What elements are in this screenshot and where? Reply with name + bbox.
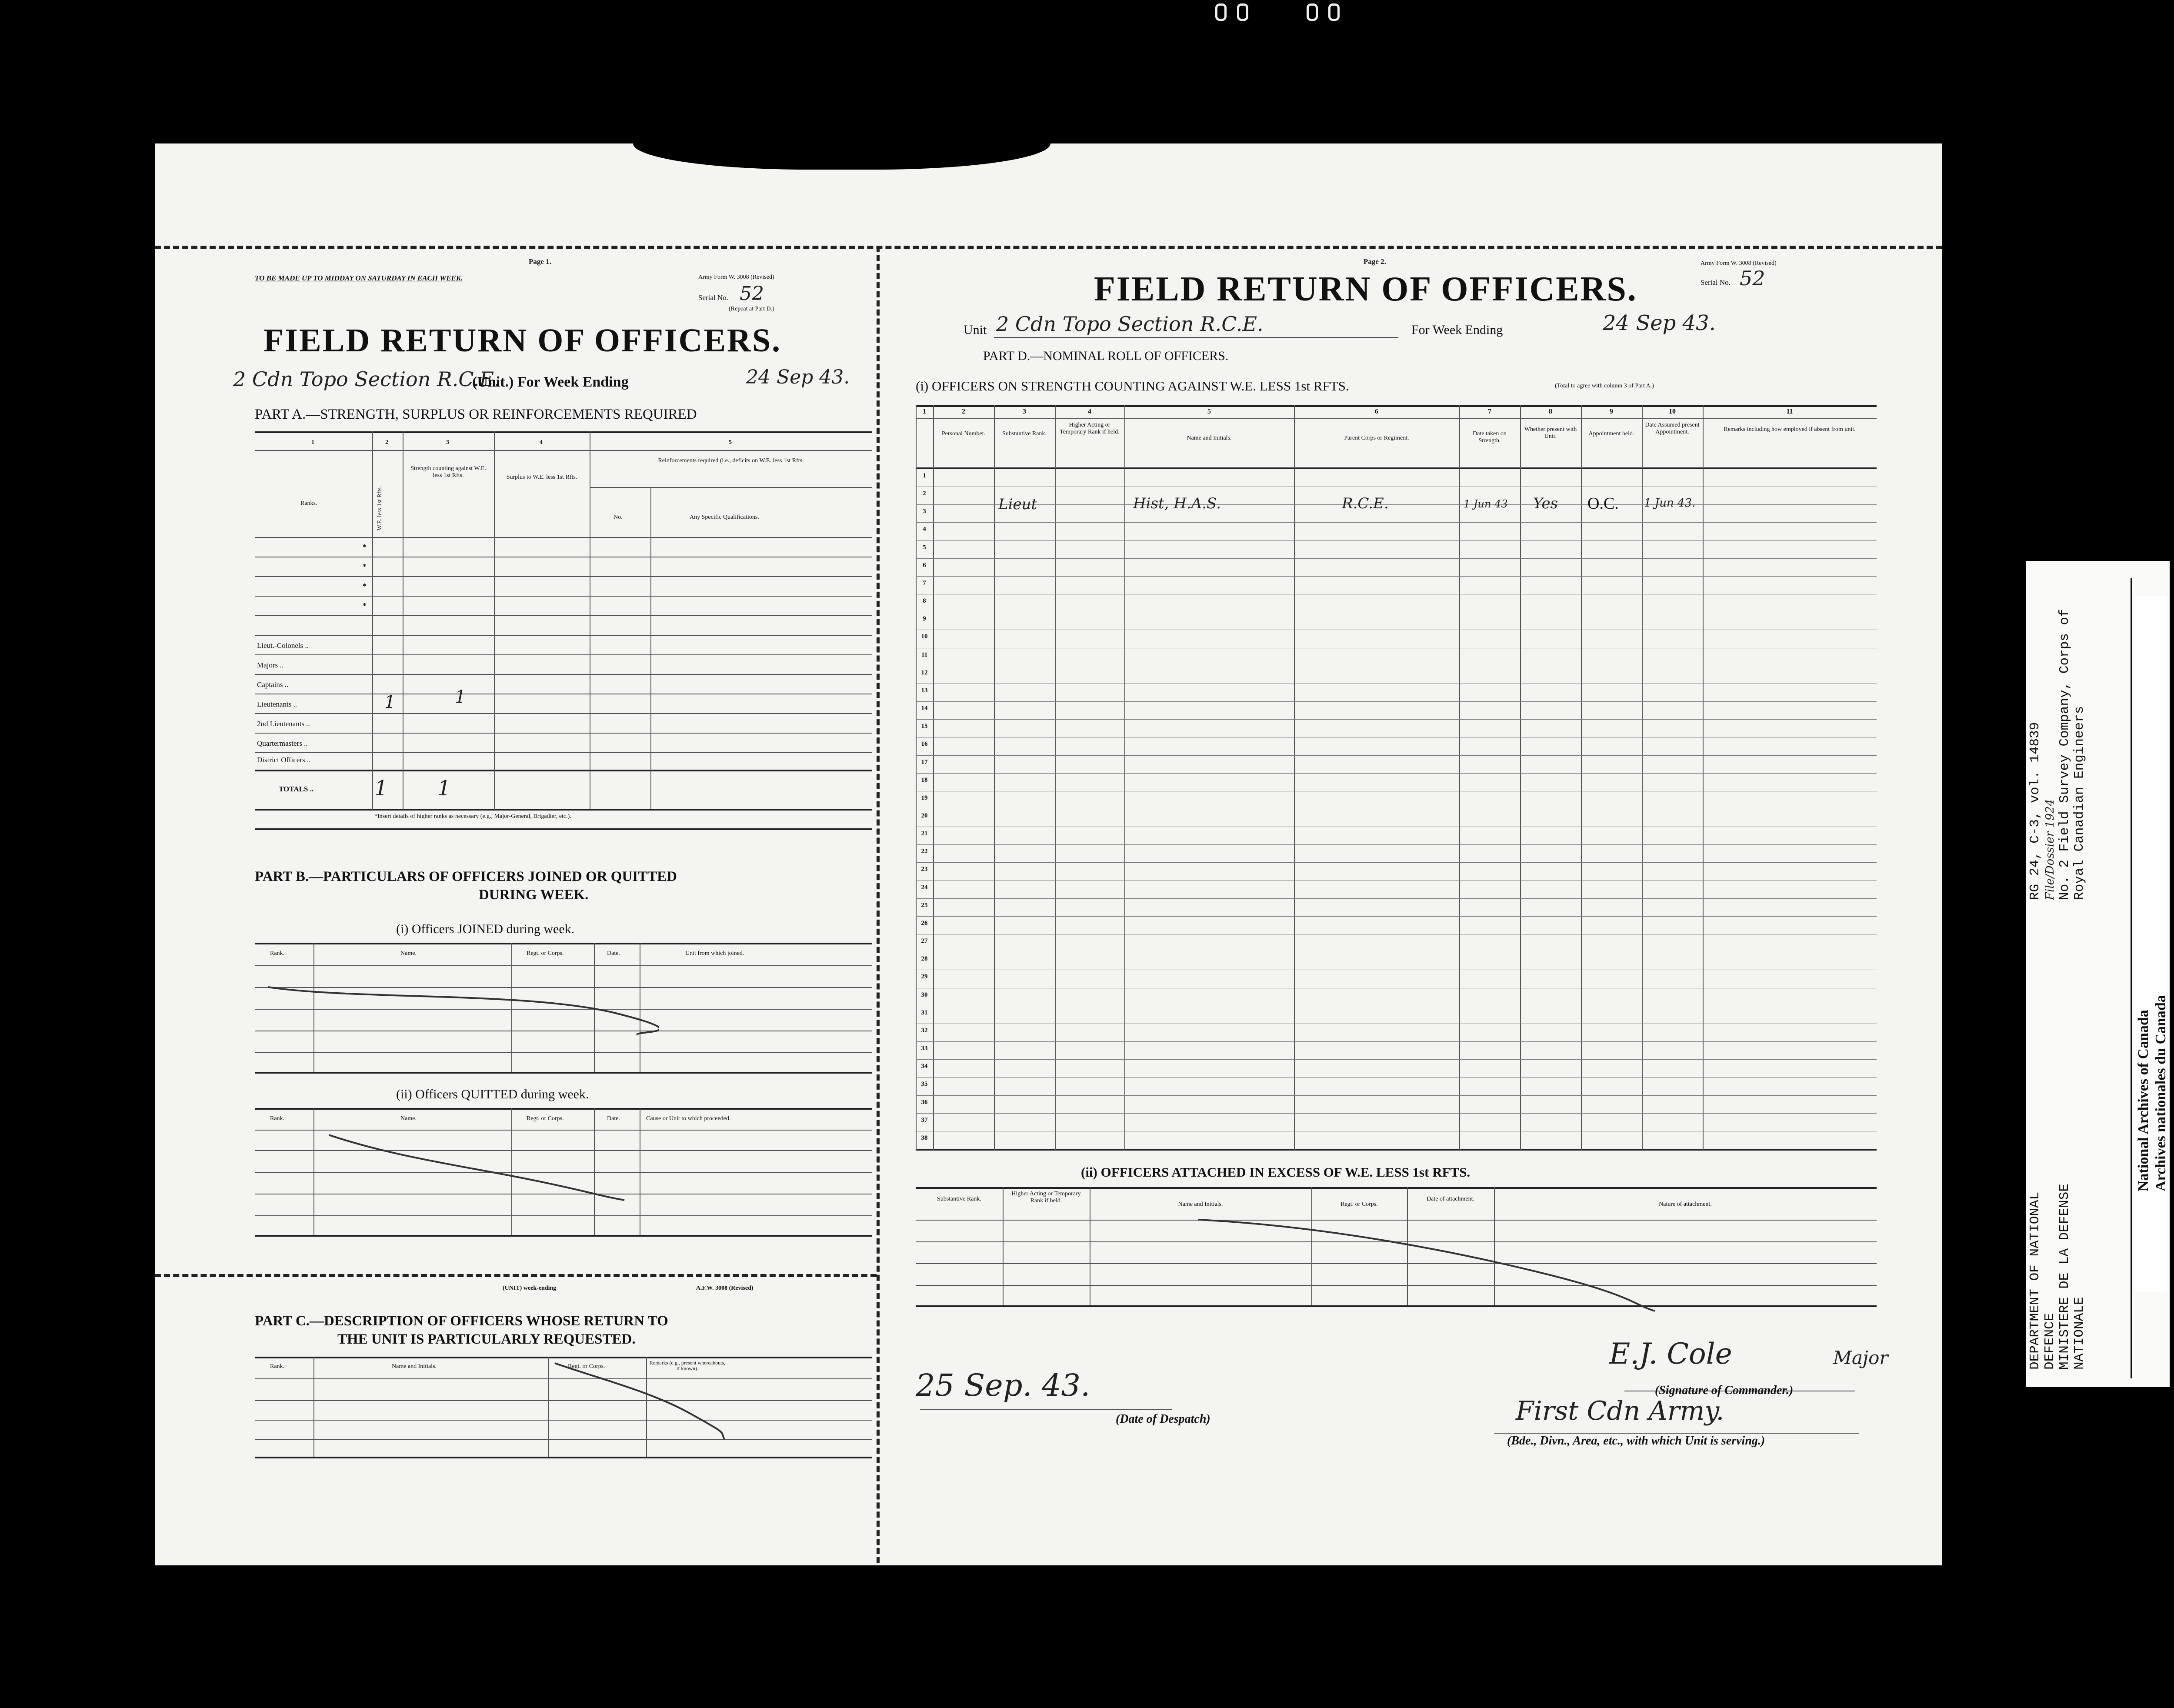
divider <box>255 828 872 830</box>
joined-cancel-stroke <box>268 965 659 1052</box>
entry-corps: R.C.E. <box>1342 495 1389 512</box>
section-ii-col-nature: Nature of attachment. <box>1659 1201 1712 1208</box>
row-number: 12 <box>921 669 928 676</box>
joined-col-name: Name. <box>400 950 417 957</box>
star-row: * <box>363 543 367 551</box>
col-num: 1 <box>923 408 926 415</box>
row-number: 16 <box>921 741 928 748</box>
row-number: 15 <box>921 723 928 730</box>
row-number: 26 <box>921 919 928 927</box>
row-number: 13 <box>921 687 928 694</box>
col-num: 5 <box>1207 408 1211 415</box>
section-ii-cancel-stroke <box>1198 1218 1807 1331</box>
part-c-heading-2: THE UNIT IS PARTICULARLY REQUESTED. <box>337 1331 636 1347</box>
entry-date-assumed: 1 Jun 43. <box>1644 497 1696 510</box>
header-present: Whether present with Unit. <box>1524 426 1577 440</box>
col-num: 7 <box>1488 408 1491 415</box>
despatch-line <box>920 1409 1172 1410</box>
quitted-col-cause: Cause or Unit to which proceeded. <box>646 1115 731 1122</box>
part-b-heading: PART B.—PARTICULARS OF OFFICERS JOINED OR QUITTED <box>255 869 677 884</box>
rank-captains: Captains .. <box>257 681 289 689</box>
header-appointment: Appointment held. <box>1588 430 1634 437</box>
part-c-cancel-stroke <box>546 1361 742 1448</box>
col-num: 4 <box>1088 408 1091 415</box>
part-a-heading: PART A.—STRENGTH, SURPLUS OR REINFORCEMENTS REQUIRED <box>255 407 697 422</box>
section-ii-heading: (ii) OFFICERS ATTACHED IN EXCESS OF W.E. LESS 1st RFTS. <box>1081 1164 1470 1180</box>
row-number: 7 <box>923 579 926 587</box>
row-number: 10 <box>921 633 928 640</box>
scan-mark <box>1328 3 1340 21</box>
unit-handwritten: 2 Cdn Topo Section R.C.E. <box>233 367 500 391</box>
row-number: 24 <box>921 884 928 891</box>
despatch-label: (Date of Despatch) <box>1116 1412 1210 1426</box>
part-c-col-name: Name and Initials. <box>392 1363 437 1370</box>
army-form-label-2: Army Form W. 3008 (Revised) <box>1701 260 1777 267</box>
row-number: 23 <box>921 866 928 873</box>
ranks-header: Ranks. <box>300 500 317 507</box>
rank-2nd-lieutenants: 2nd Lieutenants .. <box>257 720 310 728</box>
archive-file: File/Dossier 1924 <box>2044 799 2057 900</box>
col-num: 6 <box>1375 408 1378 415</box>
col-num: 8 <box>1549 408 1552 415</box>
section-ii-col-regt: Regt. or Corps. <box>1340 1201 1378 1208</box>
row-number: 34 <box>921 1063 928 1070</box>
commander-label: (Signature of Commander.) <box>1655 1384 1794 1397</box>
section-ii-col-name: Name and Initials. <box>1178 1201 1223 1208</box>
col-num: 2 <box>962 408 965 415</box>
table-row <box>916 1059 1877 1060</box>
dashed-part-c-line <box>155 1274 877 1277</box>
col-num-5: 5 <box>729 439 732 446</box>
serial-label: Serial No. <box>698 294 728 302</box>
totals-strength-value: 1 <box>437 776 451 801</box>
archive-label <box>2026 561 2170 1387</box>
row-number: 29 <box>921 973 928 981</box>
col-num-2: 2 <box>385 439 388 446</box>
quitted-cancel-stroke <box>329 1131 677 1218</box>
page-1-title: FIELD RETURN OF OFFICERS. <box>263 322 782 359</box>
row-number: 35 <box>921 1081 928 1088</box>
row-number: 18 <box>921 776 928 784</box>
row-number: 3 <box>923 508 926 515</box>
row-number: 2 <box>923 490 926 497</box>
army-form-label: Army Form W. 3008 (Revised) <box>698 274 774 280</box>
archive-dept-4: NATIONALE <box>2072 1297 2087 1370</box>
nac-block <box>2135 995 2170 1191</box>
row-number: 19 <box>921 794 928 801</box>
surplus-header: Surplus to W.E. less 1st Rfts. <box>506 474 577 480</box>
section-i-heading: (i) OFFICERS ON STRENGTH COUNTING AGAINST W.E. LESS 1st RFTS. <box>916 378 1349 394</box>
row-number: 27 <box>921 937 928 945</box>
table-row <box>916 1077 1877 1078</box>
archive-reference: RG 24, C-3, vol. 14839 <box>2027 722 2043 900</box>
joined-col-rank: Rank. <box>270 950 285 957</box>
archive-dept-1: DEPARTMENT OF NATIONAL <box>2027 1191 2043 1370</box>
joined-heading: (i) Officers JOINED during week. <box>396 922 575 936</box>
scan-mark <box>1307 3 1318 21</box>
scan-mark <box>1237 3 1248 21</box>
table-row <box>916 558 1877 559</box>
rank-quartermasters: Quartermasters .. <box>257 739 308 747</box>
entry-rank: Lieut <box>998 496 1037 513</box>
table-row <box>916 862 1877 863</box>
nac-french: Archives nationales du Canada <box>2153 995 2169 1191</box>
torn-edge <box>633 143 1050 170</box>
page-1-label: Page 1. <box>529 257 551 266</box>
table-row <box>916 540 1877 541</box>
part-c-unit: (UNIT) week-ending <box>503 1285 557 1291</box>
part-c-col-remarks: Remarks (e.g., present whereabouts, if known). <box>649 1360 726 1371</box>
week-ending-value-2: 24 Sep 43. <box>1603 311 1716 335</box>
archive-description-2: Royal Canadian Engineers <box>2072 706 2087 900</box>
serial-value: 52 <box>740 283 764 305</box>
entry-appointment: O.C. <box>1587 494 1619 513</box>
row-number: 17 <box>921 758 928 766</box>
part-c-col-rank: Rank. <box>270 1363 285 1370</box>
col-num: 3 <box>1023 408 1026 415</box>
row-number: 36 <box>921 1098 928 1106</box>
row-number: 4 <box>923 526 926 533</box>
dashed-border-top <box>155 246 1942 249</box>
entry-name: Hist, H.A.S. <box>1133 495 1221 512</box>
table-row <box>916 773 1877 774</box>
section-ii-col-higher: Higher Acting or Temporary Rank if held. <box>1011 1191 1081 1204</box>
col-num-3: 3 <box>446 439 449 446</box>
lieutenants-we-value: 1 <box>384 692 396 712</box>
commander-rank: Major <box>1833 1347 1888 1368</box>
header-personal-number: Personal Number. <box>941 430 986 437</box>
table-row <box>916 576 1877 577</box>
row-number: 20 <box>921 812 928 819</box>
row-number: 14 <box>921 705 928 712</box>
no-header: No. <box>614 514 623 520</box>
page-2-title: FIELD RETURN OF OFFICERS. <box>1094 270 1637 308</box>
row-number: 33 <box>921 1045 928 1052</box>
row-number: 25 <box>921 901 928 909</box>
row-number: 32 <box>921 1027 928 1034</box>
archive-dept-2: DEFENCE <box>2042 1313 2057 1370</box>
table-row <box>916 1113 1877 1114</box>
row-number: 28 <box>921 955 928 963</box>
quitted-heading: (ii) Officers QUITTED during week. <box>396 1087 589 1101</box>
week-ending-value: 24 Sep 43. <box>746 366 850 388</box>
row-number: 22 <box>921 848 928 855</box>
field-return-form <box>155 143 1942 1565</box>
week-label-2: For Week Ending <box>1411 323 1503 337</box>
joined-col-regt: Regt. or Corps. <box>527 950 564 957</box>
rank-district-officers: District Officers .. <box>257 756 311 764</box>
part-b-heading-2: DURING WEEK. <box>479 887 589 903</box>
table-row <box>916 1041 1877 1042</box>
col-num: 11 <box>1786 408 1793 415</box>
unit-label: (Unit.) For Week Ending <box>472 374 629 390</box>
table-row <box>916 755 1877 756</box>
quitted-col-rank: Rank. <box>270 1115 285 1122</box>
table-row <box>916 719 1877 720</box>
table-row <box>916 898 1877 899</box>
col-num-1: 1 <box>311 439 314 446</box>
table-row <box>916 844 1877 845</box>
reinforcements-header: Reinforcements required (i.e., deficits on W.E. less 1st Rfts. <box>658 457 804 464</box>
dashed-fold-line <box>877 246 880 1563</box>
row-number: 11 <box>921 651 928 658</box>
strength-header: Strength counting against W.E. less 1st Rfts. <box>410 465 486 479</box>
row-number: 8 <box>923 597 926 605</box>
unit-label-2: Unit <box>964 323 987 337</box>
table-row <box>916 522 1877 523</box>
quitted-col-date: Date. <box>607 1115 620 1122</box>
row-number: 6 <box>923 561 926 569</box>
unit-handwritten-2: 2 Cdn Topo Section R.C.E. <box>996 312 1264 336</box>
serial-note: (Repeat at Part D.) <box>729 306 774 312</box>
section-ii-col-rank: Substantive Rank. <box>937 1196 981 1202</box>
header-substantive-rank: Substantive Rank. <box>1002 430 1047 437</box>
label-divider <box>2131 578 2132 1378</box>
star-row: * <box>363 601 367 610</box>
joined-col-date: Date. <box>607 950 620 957</box>
quitted-col-regt: Regt. or Corps. <box>527 1115 564 1122</box>
header-name: Name and Initials. <box>1187 435 1232 441</box>
entry-date-taken: 1 Jun 43 <box>1464 498 1508 510</box>
scan-mark <box>1215 3 1227 21</box>
row-number: 37 <box>921 1116 928 1124</box>
footnote: *Insert details of higher ranks as necessary (e.g., Major-General, Brigadier, etc.). <box>374 813 571 820</box>
lieutenants-strength-value: 1 <box>455 687 466 707</box>
formation-handwritten: First Cdn Army. <box>1516 1396 1724 1426</box>
row-number: 21 <box>921 830 928 837</box>
quitted-col-name: Name. <box>400 1115 417 1122</box>
header-parent-corps: Parent Corps or Regiment. <box>1344 435 1409 441</box>
row-number: 31 <box>921 1009 928 1016</box>
header-date-taken: Date taken on Strength. <box>1473 430 1507 444</box>
part-d-heading: PART D.—NOMINAL ROLL OF OFFICERS. <box>983 349 1229 363</box>
formation-line <box>1494 1433 1859 1434</box>
header-higher-rank: Higher Acting or Temporary Rank if held. <box>1060 422 1120 435</box>
formation-label: (Bde., Divn., Area, etc., with which Unit is serving.) <box>1507 1434 1765 1448</box>
archive-description-1: No. 2 Field Survey Company, Corps of <box>2057 609 2072 900</box>
row-number: 38 <box>921 1134 928 1141</box>
table-row <box>916 504 1877 505</box>
page-2-label: Page 2. <box>1364 257 1386 266</box>
row-number: 5 <box>923 544 926 551</box>
instruction-text: TO BE MADE UP TO MIDDAY ON SATURDAY IN EACH WEEK. <box>255 274 463 282</box>
quals-header: Any Specific Qualifications. <box>690 514 759 520</box>
part-c-heading: PART C.—DESCRIPTION OF OFFICERS WHOSE RETURN TO <box>255 1313 668 1329</box>
we-header: W.E. less 1st Rfts. <box>377 486 383 530</box>
col-num-4: 4 <box>540 439 543 446</box>
star-row: * <box>363 582 367 590</box>
part-c-col-regt: Regt. or Corps. <box>568 1363 605 1370</box>
col-num: 9 <box>1610 408 1613 415</box>
unit-line <box>994 337 1398 338</box>
entry-present: Yes <box>1533 495 1558 512</box>
header-remarks: Remarks including how employed if absent from unit. <box>1724 426 1856 433</box>
totals-we-value: 1 <box>374 776 388 801</box>
table-row <box>916 916 1877 917</box>
archive-reference-block <box>2028 1184 2087 1370</box>
serial-value-2: 52 <box>1740 267 1765 290</box>
row-number: 9 <box>923 615 926 623</box>
serial-label-2: Serial No. <box>1701 278 1731 287</box>
section-ii-col-date: Date of attachment. <box>1426 1196 1474 1202</box>
despatch-date: 25 Sep. 43. <box>916 1368 1090 1403</box>
table-row <box>916 1095 1877 1096</box>
row-number: 1 <box>923 472 926 479</box>
rank-lieut-colonels: Lieut.-Colonels .. <box>257 641 309 650</box>
rank-majors: Majors .. <box>257 661 283 669</box>
archive-file-block <box>2028 609 2087 900</box>
totals-label: TOTALS .. <box>279 785 314 793</box>
star-row: * <box>363 562 367 570</box>
rank-lieutenants: Lieutenants .. <box>257 700 297 708</box>
archive-dept-3: MINISTERE DE LA DEFENSE <box>2057 1184 2072 1370</box>
nac-english: National Archives of Canada <box>2135 1010 2151 1191</box>
col-num: 10 <box>1669 408 1676 415</box>
header-date-assumed: Date Assumed present Appointment. <box>1645 422 1700 435</box>
row-number: 30 <box>921 991 928 998</box>
commander-signature: E.J. Cole <box>1609 1337 1732 1371</box>
section-i-note: (Total to agree with column 3 of Part A.) <box>1555 383 1654 389</box>
part-c-form: A.F.W. 3008 (Revised) <box>696 1285 754 1291</box>
table-row <box>916 701 1877 702</box>
joined-col-unit: Unit from which joined. <box>685 950 744 957</box>
